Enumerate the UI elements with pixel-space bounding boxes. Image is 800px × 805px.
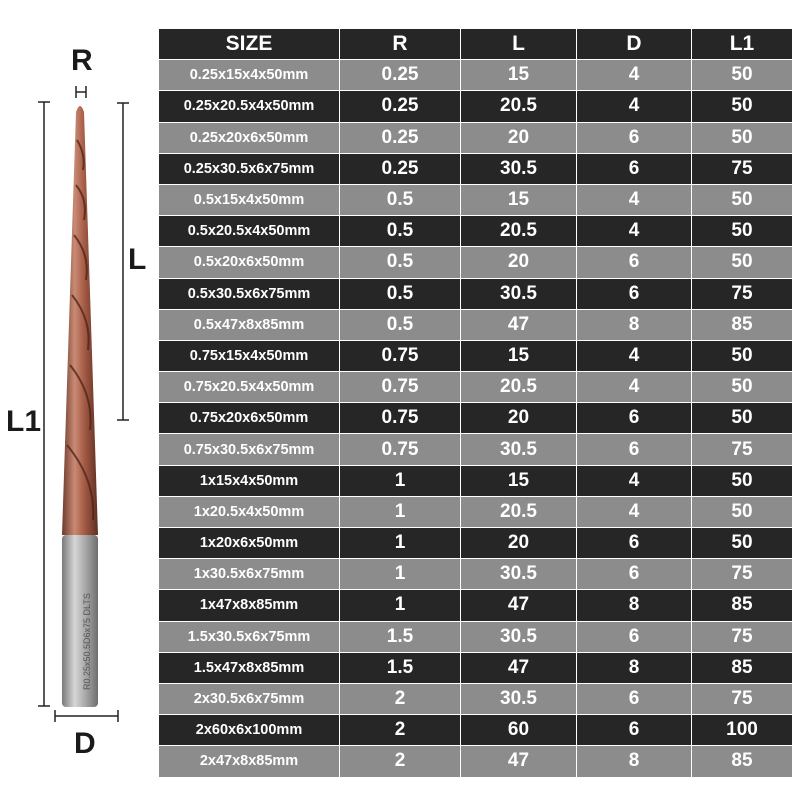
table-row: [159, 91, 793, 122]
cell-l: 30.5: [461, 278, 577, 309]
cell-r: 0.75: [340, 403, 461, 434]
cell-size: 0.5x47x8x85mm: [159, 309, 340, 340]
table-row: [159, 60, 793, 91]
cell-size: 0.5x15x4x50mm: [159, 184, 340, 215]
table-row: [159, 340, 793, 371]
cell-size: 0.5x20.5x4x50mm: [159, 216, 340, 247]
cell-l1: 85: [692, 309, 793, 340]
cell-l: 20.5: [461, 216, 577, 247]
cell-l1: 75: [692, 434, 793, 465]
cell-d: 8: [577, 309, 692, 340]
size-table: [158, 28, 793, 778]
table-row: [159, 372, 793, 403]
cell-r: 0.25: [340, 60, 461, 91]
cell-l1: 75: [692, 559, 793, 590]
cell-size: 1x20.5x4x50mm: [159, 496, 340, 527]
table-row: [159, 559, 793, 590]
cell-l: 30.5: [461, 559, 577, 590]
table-row: [159, 122, 793, 153]
label-l1: L1: [6, 405, 42, 438]
cell-size: 2x30.5x6x75mm: [159, 683, 340, 714]
cell-l1: 75: [692, 153, 793, 184]
cell-d: 8: [577, 652, 692, 683]
cell-r: 1: [340, 559, 461, 590]
cell-l: 20: [461, 528, 577, 559]
cell-r: 1.5: [340, 621, 461, 652]
cell-r: 0.5: [340, 216, 461, 247]
label-d: D: [74, 727, 96, 760]
cell-r: 0.75: [340, 434, 461, 465]
cell-d: 8: [577, 590, 692, 621]
cell-l: 20.5: [461, 91, 577, 122]
cell-l: 47: [461, 590, 577, 621]
cell-l1: 50: [692, 403, 793, 434]
cell-size: 1x15x4x50mm: [159, 465, 340, 496]
cell-r: 2: [340, 715, 461, 746]
cell-l1: 85: [692, 746, 793, 777]
header-size: SIZE: [159, 29, 340, 60]
cell-size: 2x60x6x100mm: [159, 715, 340, 746]
label-l: L: [128, 243, 147, 276]
cell-size: 0.25x15x4x50mm: [159, 60, 340, 91]
cell-size: 1x20x6x50mm: [159, 528, 340, 559]
cell-d: 4: [577, 216, 692, 247]
cell-l1: 50: [692, 496, 793, 527]
table-row: [159, 153, 793, 184]
cell-r: 1: [340, 528, 461, 559]
cell-size: 0.25x30.5x6x75mm: [159, 153, 340, 184]
cell-r: 2: [340, 683, 461, 714]
table-row: [159, 247, 793, 278]
cell-d: 6: [577, 403, 692, 434]
table-row: [159, 278, 793, 309]
cell-size: 0.75x20x6x50mm: [159, 403, 340, 434]
table-header-row: [159, 29, 793, 60]
cell-size: 0.75x15x4x50mm: [159, 340, 340, 371]
cell-r: 0.75: [340, 372, 461, 403]
cell-r: 1.5: [340, 652, 461, 683]
cell-size: 0.25x20.5x4x50mm: [159, 91, 340, 122]
cell-l1: 50: [692, 60, 793, 91]
table-row: [159, 434, 793, 465]
cell-d: 8: [577, 746, 692, 777]
cell-l1: 50: [692, 247, 793, 278]
cell-d: 6: [577, 278, 692, 309]
cell-l1: 50: [692, 528, 793, 559]
cell-d: 6: [577, 153, 692, 184]
cell-d: 4: [577, 372, 692, 403]
cell-r: 0.25: [340, 153, 461, 184]
cell-r: 1: [340, 465, 461, 496]
cell-l1: 50: [692, 91, 793, 122]
cell-l: 20.5: [461, 496, 577, 527]
cell-l: 20: [461, 403, 577, 434]
cell-r: 1: [340, 590, 461, 621]
cell-size: 0.75x20.5x4x50mm: [159, 372, 340, 403]
shank: [62, 535, 98, 707]
table-row: [159, 496, 793, 527]
cell-d: 4: [577, 496, 692, 527]
cell-l1: 50: [692, 340, 793, 371]
cell-l: 15: [461, 184, 577, 215]
cell-r: 0.25: [340, 122, 461, 153]
cell-l: 47: [461, 652, 577, 683]
end-mill-drawing: [0, 0, 160, 800]
cell-size: 0.75x30.5x6x75mm: [159, 434, 340, 465]
header-r: R: [340, 29, 461, 60]
cell-d: 6: [577, 247, 692, 278]
table-row: [159, 590, 793, 621]
cell-l: 15: [461, 60, 577, 91]
cell-r: 1: [340, 496, 461, 527]
table-row: [159, 715, 793, 746]
cell-l1: 50: [692, 184, 793, 215]
cell-d: 4: [577, 340, 692, 371]
cell-d: 6: [577, 122, 692, 153]
cell-l: 20: [461, 122, 577, 153]
cell-size: 2x47x8x85mm: [159, 746, 340, 777]
cell-l: 30.5: [461, 434, 577, 465]
header-d: D: [577, 29, 692, 60]
cell-l1: 75: [692, 683, 793, 714]
table-row: [159, 652, 793, 683]
cell-l: 47: [461, 309, 577, 340]
cell-r: 0.5: [340, 184, 461, 215]
cell-r: 0.5: [340, 247, 461, 278]
tapered-flute-body: [62, 106, 98, 535]
cell-r: 0.5: [340, 278, 461, 309]
table-row: [159, 746, 793, 777]
cell-size: 0.5x20x6x50mm: [159, 247, 340, 278]
cell-d: 6: [577, 528, 692, 559]
cell-d: 6: [577, 621, 692, 652]
shank-marking: R0.25x50.5D6x75 DLTS: [82, 593, 92, 690]
cell-d: 6: [577, 559, 692, 590]
cell-l1: 100: [692, 715, 793, 746]
cell-l1: 50: [692, 122, 793, 153]
header-l: L: [461, 29, 577, 60]
table-row: [159, 621, 793, 652]
cell-l: 20.5: [461, 372, 577, 403]
table-row: [159, 216, 793, 247]
cell-size: 1x30.5x6x75mm: [159, 559, 340, 590]
cell-l: 15: [461, 340, 577, 371]
cell-l1: 85: [692, 652, 793, 683]
cell-d: 6: [577, 715, 692, 746]
table-row: [159, 528, 793, 559]
cell-l1: 85: [692, 590, 793, 621]
cell-l: 20: [461, 247, 577, 278]
cell-d: 4: [577, 184, 692, 215]
cell-r: 0.25: [340, 91, 461, 122]
table-row: [159, 403, 793, 434]
cell-l: 60: [461, 715, 577, 746]
cell-size: 1.5x47x8x85mm: [159, 652, 340, 683]
table-row: [159, 683, 793, 714]
cell-r: 2: [340, 746, 461, 777]
cell-r: 0.75: [340, 340, 461, 371]
cell-l1: 50: [692, 465, 793, 496]
cell-l1: 50: [692, 372, 793, 403]
cell-l: 15: [461, 465, 577, 496]
cell-l: 30.5: [461, 621, 577, 652]
cell-size: 0.25x20x6x50mm: [159, 122, 340, 153]
table-row: [159, 465, 793, 496]
cell-l: 30.5: [461, 683, 577, 714]
cell-l1: 75: [692, 621, 793, 652]
cell-d: 4: [577, 60, 692, 91]
header-l1: L1: [692, 29, 793, 60]
cell-r: 0.5: [340, 309, 461, 340]
cell-d: 4: [577, 91, 692, 122]
cell-l1: 50: [692, 216, 793, 247]
cell-d: 6: [577, 683, 692, 714]
cell-size: 1x47x8x85mm: [159, 590, 340, 621]
cell-l1: 75: [692, 278, 793, 309]
table-row: [159, 309, 793, 340]
cell-l: 30.5: [461, 153, 577, 184]
cell-size: 1.5x30.5x6x75mm: [159, 621, 340, 652]
label-r: R: [71, 44, 93, 77]
table-row: [159, 184, 793, 215]
tool-diagram: [0, 0, 160, 800]
cell-size: 0.5x30.5x6x75mm: [159, 278, 340, 309]
cell-d: 4: [577, 465, 692, 496]
cell-l: 47: [461, 746, 577, 777]
table-body: [159, 60, 793, 777]
cell-d: 6: [577, 434, 692, 465]
